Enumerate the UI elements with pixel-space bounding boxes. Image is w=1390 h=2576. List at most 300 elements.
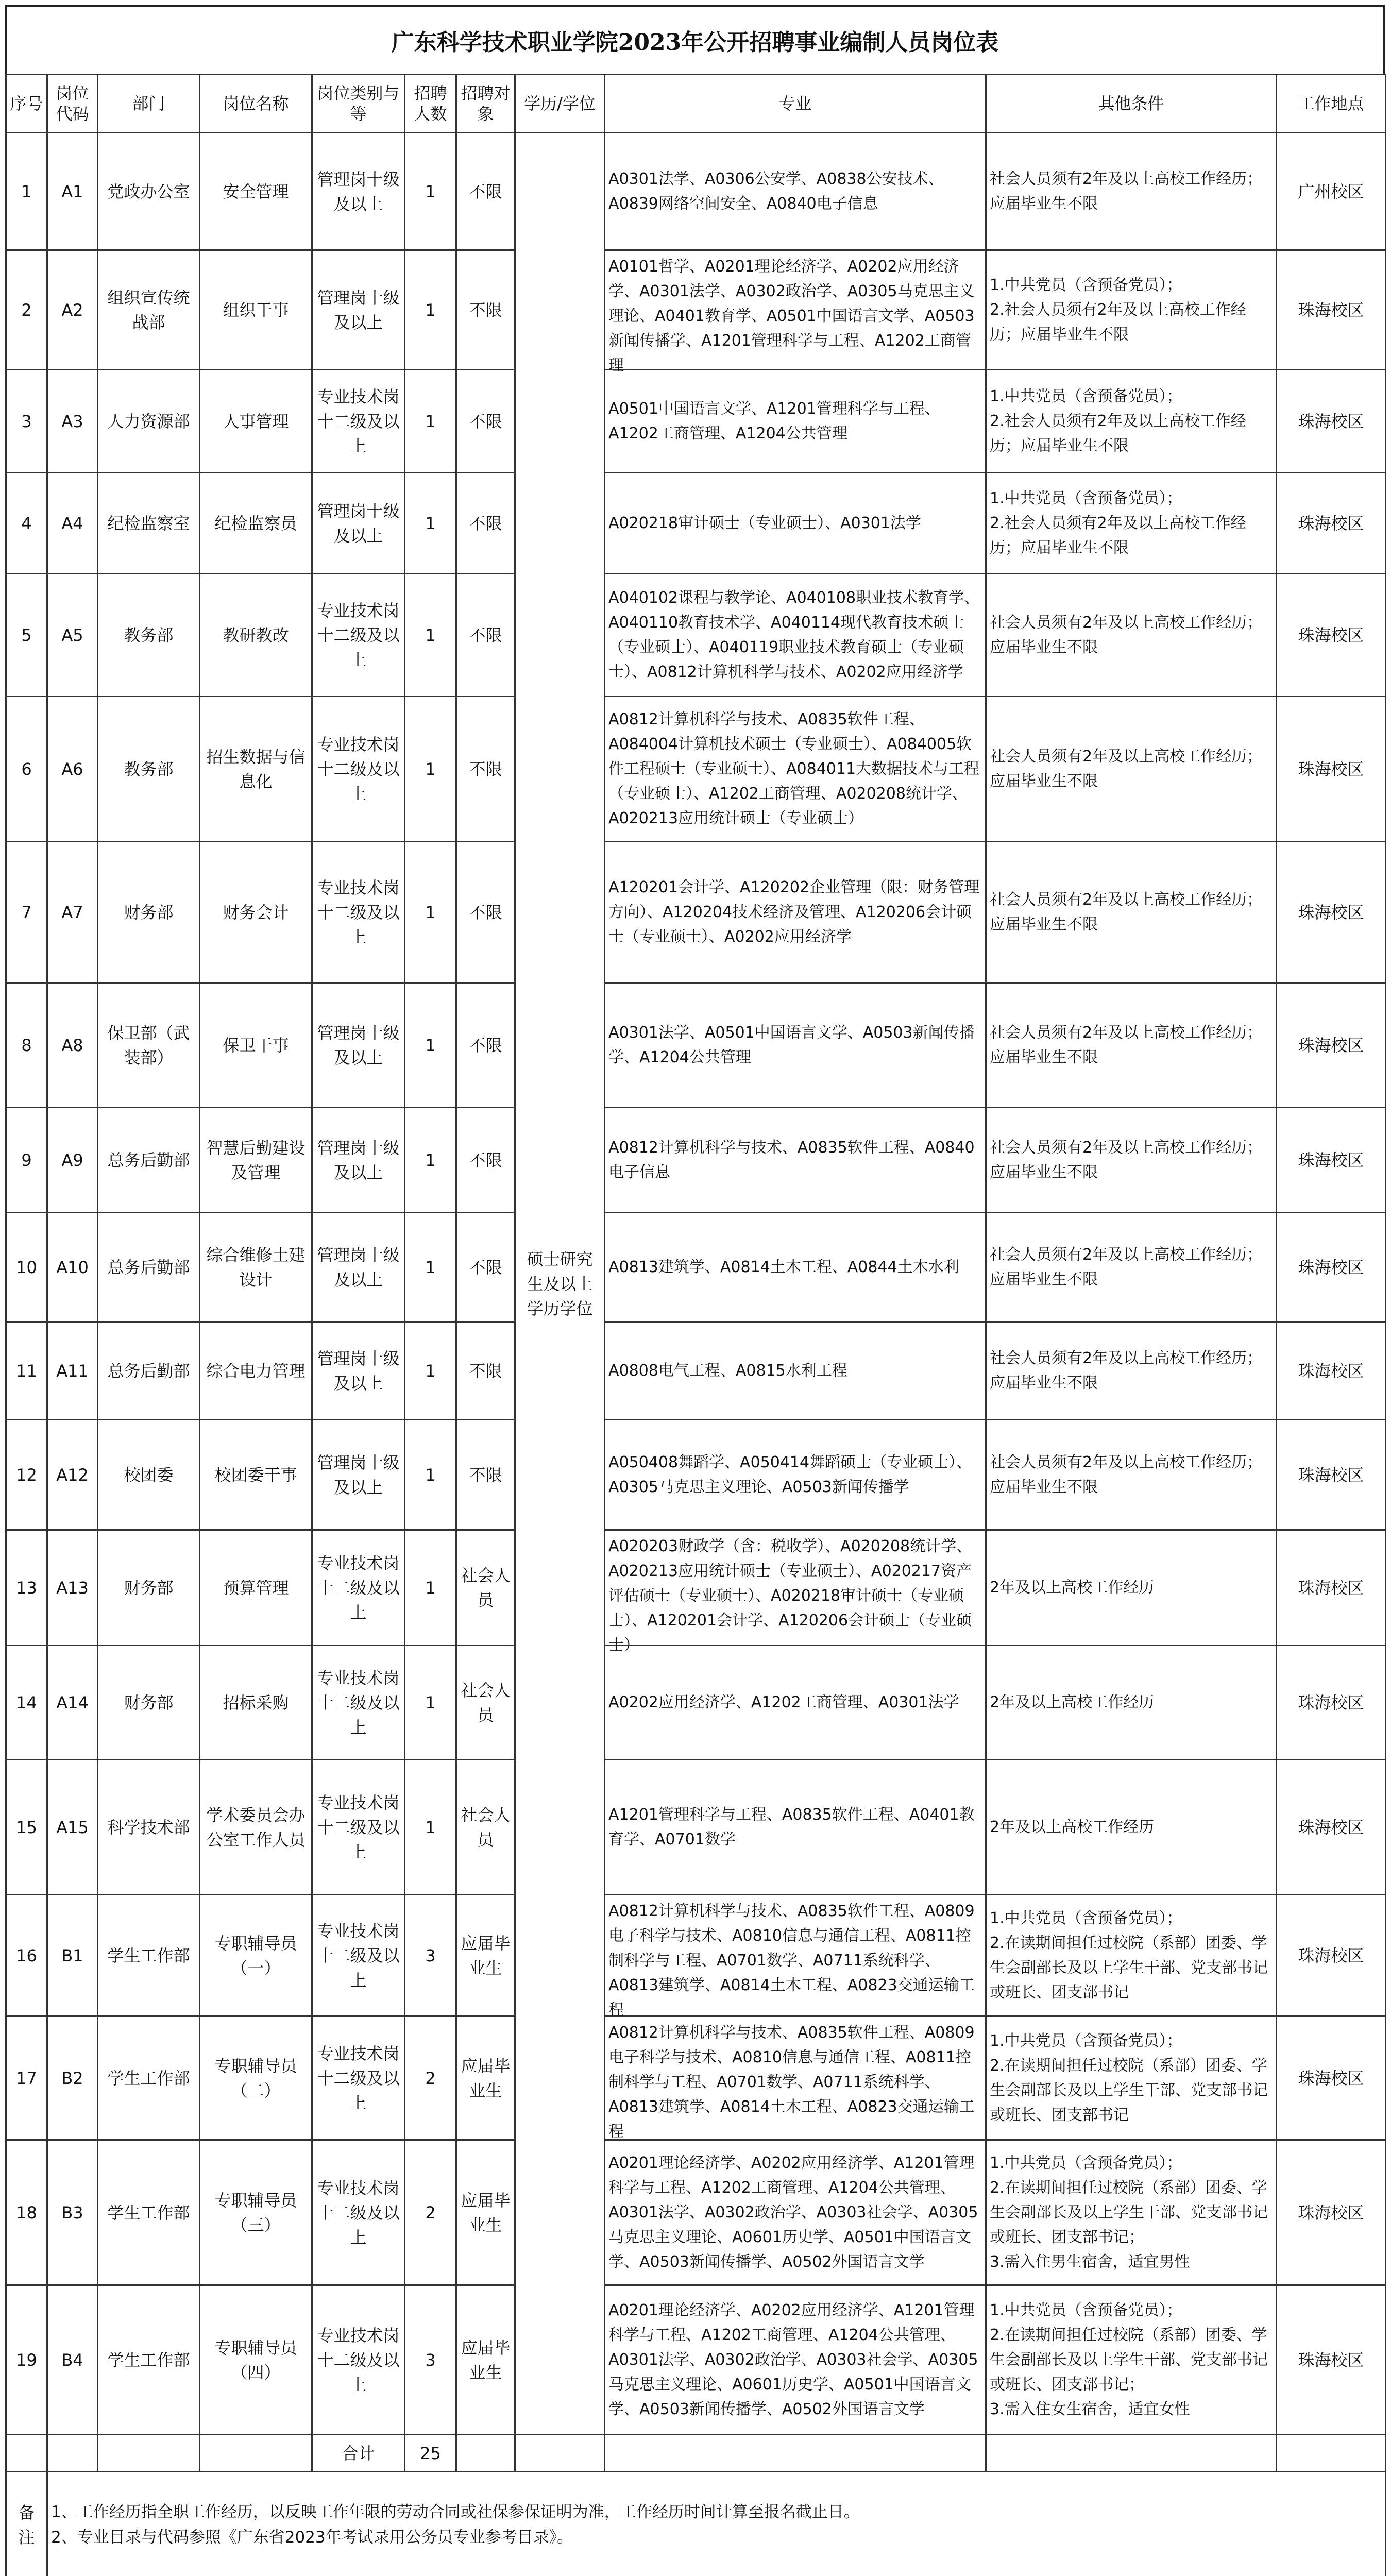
education-requirement: 硕士研究生及以上学历学位 — [515, 133, 605, 2435]
row-target-text: 应届毕业生 — [460, 2054, 511, 2103]
table-row — [6, 842, 1386, 983]
row-seq — [6, 1322, 47, 1420]
table-row — [6, 697, 1386, 842]
row-post-text: 安全管理 — [204, 179, 308, 204]
row-level — [312, 370, 405, 473]
header-loc: 工作地点 — [1277, 75, 1386, 133]
row-condition-text: 2年及以上高校工作经历 — [990, 1815, 1273, 1840]
header-level: 岗位类别与等 — [312, 75, 405, 133]
row-count — [405, 1322, 456, 1420]
row-condition-text: 社会人员须有2年及以上高校工作经历；应届毕业生不限 — [990, 167, 1273, 216]
row-seq — [6, 133, 47, 250]
row-code — [47, 983, 98, 1108]
row-level — [312, 574, 405, 697]
table-row — [6, 370, 1386, 473]
row-post-text: 专职辅导员（一） — [204, 1931, 308, 1980]
row-target — [456, 1108, 515, 1213]
row-condition — [986, 1895, 1277, 2016]
row-seq-text: 11 — [10, 1359, 43, 1383]
row-major — [605, 1322, 986, 1420]
row-dept-text: 总务后勤部 — [101, 1255, 196, 1280]
row-seq-text: 14 — [10, 1690, 43, 1715]
row-condition — [986, 473, 1277, 574]
row-major-text: A020203财政学（含：税收学）、A020208统计学、A020213应用统计硕士（专业硕士）、A020217资产评估硕士（专业硕士）、A020218审计硕士（专业硕士）、A120201会计学、A120206会计硕士（专业硕士） — [608, 1534, 982, 1641]
total-empty — [456, 2435, 515, 2472]
row-count-text: 1 — [409, 1575, 452, 1600]
row-target — [456, 842, 515, 983]
row-post-text: 组织干事 — [204, 298, 308, 323]
row-seq-text: 8 — [10, 1033, 43, 1058]
row-major — [605, 2285, 986, 2435]
row-post-text: 教研教改 — [204, 623, 308, 648]
row-code-text: B1 — [51, 1943, 94, 1968]
row-dept — [98, 1530, 200, 1646]
row-seq — [6, 697, 47, 842]
row-dept-text: 科学技术部 — [101, 1815, 196, 1840]
row-code — [47, 697, 98, 842]
row-level — [312, 133, 405, 250]
total-value: 25 — [405, 2435, 456, 2472]
row-condition — [986, 983, 1277, 1108]
row-count — [405, 2140, 456, 2285]
row-seq — [6, 842, 47, 983]
row-target — [456, 1530, 515, 1646]
row-seq-text: 3 — [10, 409, 43, 434]
row-target — [456, 697, 515, 842]
row-count — [405, 473, 456, 574]
row-count-text: 1 — [409, 623, 452, 648]
row-dept — [98, 370, 200, 473]
row-level — [312, 1760, 405, 1895]
row-code — [47, 1646, 98, 1760]
table-row — [6, 2140, 1386, 2285]
row-location — [1277, 1420, 1386, 1530]
row-target-text: 社会人员 — [460, 1678, 511, 1727]
total-empty — [200, 2435, 312, 2472]
row-major-text: A1201管理科学与工程、A0835软件工程、A0401教育学、A0701数学 — [608, 1803, 982, 1852]
header-cond: 其他条件 — [986, 75, 1277, 133]
row-code — [47, 2285, 98, 2435]
total-empty — [605, 2435, 986, 2472]
row-seq — [6, 2285, 47, 2435]
row-target — [456, 2285, 515, 2435]
row-post-text: 招标采购 — [204, 1690, 308, 1715]
row-level — [312, 2016, 405, 2140]
row-post-text: 纪检监察员 — [204, 511, 308, 536]
row-major — [605, 983, 986, 1108]
row-location — [1277, 2140, 1386, 2285]
row-dept-text: 人力资源部 — [101, 409, 196, 434]
row-location — [1277, 1213, 1386, 1322]
row-location — [1277, 983, 1386, 1108]
row-level-text: 管理岗十级及以上 — [316, 1346, 401, 1396]
row-dept-text: 总务后勤部 — [101, 1148, 196, 1173]
row-dept — [98, 250, 200, 370]
row-post — [200, 1213, 312, 1322]
row-location-text: 珠海校区 — [1280, 1690, 1382, 1715]
row-post-text: 专职辅导员（二） — [204, 2054, 308, 2103]
row-count-text: 1 — [409, 757, 452, 782]
row-level-text: 专业技术岗十二级及以上 — [316, 875, 401, 950]
row-condition-text: 1.中共党员（含预备党员）； 2.社会人员须有2年及以上高校工作经历；应届毕业生不限 — [990, 273, 1273, 347]
row-dept-text: 总务后勤部 — [101, 1359, 196, 1383]
row-level-text: 管理岗十级及以上 — [316, 285, 401, 335]
row-major-text: A0812计算机科学与技术、A0835软件工程、A0809电子科学与技术、A0810信息与通信工程、A0811控制科学与工程、A0701数学、A0711系统科学、A0813建筑学、A0814土木工程、A0823交通运输工程 — [608, 1899, 982, 2012]
row-location — [1277, 473, 1386, 574]
row-location-text: 珠海校区 — [1280, 1815, 1382, 1840]
row-code — [47, 842, 98, 983]
row-seq-text: 12 — [10, 1463, 43, 1487]
row-dept — [98, 473, 200, 574]
row-condition — [986, 1108, 1277, 1213]
table-row — [6, 133, 1386, 250]
row-code-text: B3 — [51, 2200, 94, 2225]
row-seq — [6, 250, 47, 370]
row-condition-text: 社会人员须有2年及以上高校工作经历；应届毕业生不限 — [990, 888, 1273, 937]
row-count-text: 1 — [409, 1690, 452, 1715]
row-condition-text: 社会人员须有2年及以上高校工作经历；应届毕业生不限 — [990, 744, 1273, 794]
row-code-text: B4 — [51, 2348, 94, 2372]
row-target — [456, 1646, 515, 1760]
row-condition — [986, 697, 1277, 842]
row-code-text: A9 — [51, 1148, 94, 1173]
row-code — [47, 1760, 98, 1895]
row-condition — [986, 1646, 1277, 1760]
row-level — [312, 473, 405, 574]
header-dept: 部门 — [98, 75, 200, 133]
row-code — [47, 133, 98, 250]
row-level — [312, 250, 405, 370]
row-condition — [986, 2016, 1277, 2140]
row-code-text: A15 — [51, 1815, 94, 1840]
row-target-text: 不限 — [460, 1359, 511, 1383]
row-post-text: 人事管理 — [204, 409, 308, 434]
row-location-text: 珠海校区 — [1280, 1943, 1382, 1968]
row-code-text: A1 — [51, 179, 94, 204]
row-count — [405, 697, 456, 842]
row-post-text: 财务会计 — [204, 900, 308, 925]
row-dept-text: 学生工作部 — [101, 2200, 196, 2225]
table-row — [6, 473, 1386, 574]
row-post — [200, 1760, 312, 1895]
row-major — [605, 1420, 986, 1530]
row-seq-text: 18 — [10, 2200, 43, 2225]
table-row — [6, 250, 1386, 370]
row-major — [605, 1895, 986, 2016]
row-location-text: 珠海校区 — [1280, 900, 1382, 925]
row-location-text: 珠海校区 — [1280, 757, 1382, 782]
row-location — [1277, 370, 1386, 473]
row-major-text: A0501中国语言文学、A1201管理科学与工程、A1202工商管理、A1204公共管理 — [608, 397, 982, 446]
row-count-text: 1 — [409, 1033, 452, 1058]
row-condition — [986, 1213, 1277, 1322]
row-dept — [98, 1420, 200, 1530]
row-seq-text: 5 — [10, 623, 43, 648]
row-target — [456, 133, 515, 250]
row-major-text: A0812计算机科学与技术、A0835软件工程、A084004计算机技术硕士（专业硕士）、A084005软件工程硕士（专业硕士）、A084011大数据技术与工程（专业硕士）、A1202工商管理、A020208统计学、A020213应用统计硕士（专业硕士） — [608, 707, 982, 831]
row-condition — [986, 842, 1277, 983]
row-location — [1277, 1108, 1386, 1213]
row-condition-text: 1.中共党员（含预备党员）； 2.在读期间担任过校院（系部）团委、学生会副部长及以上学生干部、党支部书记或班长、团支部书记； 3.需入住女生宿舍，适宜女性 — [990, 2298, 1273, 2422]
row-code — [47, 1213, 98, 1322]
row-condition-text: 2年及以上高校工作经历 — [990, 1575, 1273, 1600]
row-level-text: 管理岗十级及以上 — [316, 167, 401, 216]
row-post — [200, 574, 312, 697]
row-major — [605, 842, 986, 983]
row-major — [605, 1760, 986, 1895]
row-code — [47, 574, 98, 697]
total-row — [6, 2435, 1386, 2472]
row-code — [47, 2140, 98, 2285]
header-edu: 学历/学位 — [515, 75, 605, 133]
row-seq-text: 19 — [10, 2348, 43, 2372]
row-post — [200, 842, 312, 983]
row-count-text: 1 — [409, 1359, 452, 1383]
row-condition-text: 社会人员须有2年及以上高校工作经历；应届毕业生不限 — [990, 1243, 1273, 1292]
row-count-text: 1 — [409, 900, 452, 925]
row-level-text: 专业技术岗十二级及以上 — [316, 2323, 401, 2397]
row-major — [605, 370, 986, 473]
table-title: 广东科学技术职业学院2023年公开招聘事业编制人员岗位表 — [5, 5, 1385, 74]
row-seq — [6, 1108, 47, 1213]
row-condition — [986, 1420, 1277, 1530]
row-target — [456, 370, 515, 473]
row-location — [1277, 574, 1386, 697]
row-dept — [98, 1108, 200, 1213]
row-code-text: A14 — [51, 1690, 94, 1715]
row-condition — [986, 2140, 1277, 2285]
row-major-text: A0808电气工程、A0815水利工程 — [608, 1359, 982, 1383]
row-code-text: A2 — [51, 298, 94, 323]
note-line-1: 1、工作经历指全职工作经历，以反映工作年限的劳动合同或社保参保证明为准，工作经历时间计算至报名截止日。 — [51, 2500, 1382, 2524]
row-count-text: 2 — [409, 2200, 452, 2225]
row-post — [200, 250, 312, 370]
row-level-text: 专业技术岗十二级及以上 — [316, 384, 401, 459]
row-post — [200, 1322, 312, 1420]
row-location — [1277, 1322, 1386, 1420]
row-condition — [986, 250, 1277, 370]
row-major — [605, 1213, 986, 1322]
row-level-text: 管理岗十级及以上 — [316, 1136, 401, 1185]
row-target-text: 不限 — [460, 900, 511, 925]
row-target-text: 不限 — [460, 623, 511, 648]
row-location-text: 珠海校区 — [1280, 1255, 1382, 1280]
row-target — [456, 1895, 515, 2016]
row-post-text: 专职辅导员（四） — [204, 2335, 308, 2385]
total-empty — [47, 2435, 98, 2472]
row-target — [456, 473, 515, 574]
table-row — [6, 1322, 1386, 1420]
row-major-text: A120201会计学、A120202企业管理（限：财务管理方向）、A120204技术经济及管理、A120206会计硕士（专业硕士）、A0202应用经济学 — [608, 875, 982, 950]
row-major — [605, 250, 986, 370]
row-dept — [98, 842, 200, 983]
row-level-text: 专业技术岗十二级及以上 — [316, 2041, 401, 2115]
row-post-text: 校团委干事 — [204, 1463, 308, 1487]
row-count-text: 1 — [409, 179, 452, 204]
table-row — [6, 2285, 1386, 2435]
row-major-text: A040102课程与教学论、A040108职业技术教育学、A040110教育技术学、A040114现代教育技术硕士（专业硕士）、A040119职业技术教育硕士（专业硕士）、A0812计算机科学与技术、A0202应用经济学 — [608, 586, 982, 685]
row-level — [312, 1420, 405, 1530]
row-count-text: 3 — [409, 2348, 452, 2372]
row-location-text: 珠海校区 — [1280, 298, 1382, 323]
row-dept — [98, 1213, 200, 1322]
table-row — [6, 1646, 1386, 1760]
row-condition — [986, 2285, 1277, 2435]
row-seq-text: 17 — [10, 2066, 43, 2091]
row-seq-text: 2 — [10, 298, 43, 323]
total-empty — [1277, 2435, 1386, 2472]
row-dept-text: 财务部 — [101, 1575, 196, 1600]
total-empty — [515, 2435, 605, 2472]
row-target-text: 不限 — [460, 298, 511, 323]
header-seq: 序号 — [6, 75, 47, 133]
row-location — [1277, 842, 1386, 983]
header-target: 招聘对象 — [456, 75, 515, 133]
row-dept-text: 保卫部（武装部） — [101, 1021, 196, 1070]
row-dept-text: 学生工作部 — [101, 1943, 196, 1968]
row-count — [405, 574, 456, 697]
row-dept-text: 教务部 — [101, 757, 196, 782]
row-seq — [6, 1760, 47, 1895]
total-empty — [986, 2435, 1277, 2472]
table-row — [6, 2016, 1386, 2140]
row-dept-text: 学生工作部 — [101, 2066, 196, 2091]
row-location — [1277, 1760, 1386, 1895]
row-post — [200, 1530, 312, 1646]
row-level-text: 专业技术岗十二级及以上 — [316, 2176, 401, 2250]
row-seq-text: 6 — [10, 757, 43, 782]
row-major — [605, 1530, 986, 1646]
row-dept-text: 教务部 — [101, 623, 196, 648]
row-seq-text: 4 — [10, 511, 43, 536]
row-location — [1277, 133, 1386, 250]
row-post-text: 学术委员会办公室工作人员 — [204, 1803, 308, 1852]
row-target-text: 不限 — [460, 179, 511, 204]
row-condition-text: 1.中共党员（含预备党员）； 2.在读期间担任过校院（系部）团委、学生会副部长及以上学生干部、党支部书记或班长、团支部书记； 3.需入住男生宿舍，适宜男性 — [990, 2151, 1273, 2275]
row-condition-text: 1.中共党员（含预备党员）； 2.在读期间担任过校院（系部）团委、学生会副部长及以上学生干部、党支部书记或班长、团支部书记 — [990, 2029, 1273, 2128]
row-seq — [6, 1646, 47, 1760]
row-code-text: A13 — [51, 1575, 94, 1600]
row-code — [47, 1108, 98, 1213]
row-count-text: 1 — [409, 1815, 452, 1840]
row-count-text: 2 — [409, 2066, 452, 2091]
row-count — [405, 1760, 456, 1895]
row-count-text: 1 — [409, 1255, 452, 1280]
row-code-text: B2 — [51, 2066, 94, 2091]
row-code-text: A11 — [51, 1359, 94, 1383]
row-level-text: 管理岗十级及以上 — [316, 1021, 401, 1070]
row-major-text: A0813建筑学、A0814土木工程、A0844土木水利 — [608, 1255, 982, 1280]
row-target-text: 不限 — [460, 511, 511, 536]
row-target — [456, 574, 515, 697]
row-count — [405, 842, 456, 983]
row-target — [456, 1322, 515, 1420]
total-empty — [98, 2435, 200, 2472]
row-count — [405, 1530, 456, 1646]
row-target — [456, 250, 515, 370]
row-target — [456, 1420, 515, 1530]
row-major-text: A0201理论经济学、A0202应用经济学、A1201管理科学与工程、A1202工商管理、A1204公共管理、A0301法学、A0302政治学、A0303社会学、A0305马克思主义理论、A0601历史学、A0501中国语言文学、A0503新闻传播学、A0502外国语言文学 — [608, 2151, 982, 2275]
row-seq — [6, 2016, 47, 2140]
row-level — [312, 1646, 405, 1760]
row-count — [405, 1420, 456, 1530]
position-table — [5, 74, 1386, 2576]
row-major — [605, 2016, 986, 2140]
row-major-text: A0812计算机科学与技术、A0835软件工程、A0809电子科学与技术、A0810信息与通信工程、A0811控制科学与工程、A0701数学、A0711系统科学、A0813建筑学、A0814土木工程、A0823交通运输工程 — [608, 2021, 982, 2136]
row-level-text: 管理岗十级及以上 — [316, 499, 401, 548]
row-code — [47, 1420, 98, 1530]
row-major-text: A0202应用经济学、A1202工商管理、A0301法学 — [608, 1690, 982, 1715]
row-target-text: 应届毕业生 — [460, 1931, 511, 1980]
row-condition-text: 社会人员须有2年及以上高校工作经历；应届毕业生不限 — [990, 1346, 1273, 1396]
row-seq — [6, 2140, 47, 2285]
row-dept — [98, 1895, 200, 2016]
row-post-text: 智慧后勤建设及管理 — [204, 1136, 308, 1185]
row-post — [200, 473, 312, 574]
note-line-2: 2、专业目录与代码参照《广东省2023年考试录用公务员专业参考目录》。 — [51, 2525, 1382, 2550]
row-code — [47, 250, 98, 370]
row-post — [200, 1420, 312, 1530]
row-location — [1277, 1646, 1386, 1760]
row-major-text: A0301法学、A0306公安学、A0838公安技术、A0839网络空间安全、A0840电子信息 — [608, 167, 982, 216]
row-code-text: A4 — [51, 511, 94, 536]
row-level-text: 专业技术岗十二级及以上 — [316, 732, 401, 806]
row-dept — [98, 697, 200, 842]
row-location-text: 珠海校区 — [1280, 1148, 1382, 1173]
row-code-text: A8 — [51, 1033, 94, 1058]
row-count — [405, 2016, 456, 2140]
row-post — [200, 133, 312, 250]
row-location — [1277, 1530, 1386, 1646]
row-condition-text: 社会人员须有2年及以上高校工作经历；应届毕业生不限 — [990, 1450, 1273, 1500]
row-count — [405, 1895, 456, 2016]
row-location-text: 珠海校区 — [1280, 1575, 1382, 1600]
row-target-text: 不限 — [460, 1463, 511, 1487]
row-dept-text: 党政办公室 — [101, 179, 196, 204]
position-table-container — [5, 5, 1385, 2576]
row-target — [456, 2140, 515, 2285]
row-target — [456, 1760, 515, 1895]
row-major-text: A020218审计硕士（专业硕士）、A0301法学 — [608, 511, 982, 536]
row-code-text: A6 — [51, 757, 94, 782]
row-dept-text: 校团委 — [101, 1463, 196, 1487]
row-count — [405, 1213, 456, 1322]
row-seq — [6, 370, 47, 473]
row-location-text: 珠海校区 — [1280, 1463, 1382, 1487]
row-post-text: 综合电力管理 — [204, 1359, 308, 1383]
header-post: 岗位名称 — [200, 75, 312, 133]
row-target-text: 不限 — [460, 1255, 511, 1280]
row-post-text: 保卫干事 — [204, 1033, 308, 1058]
row-seq — [6, 1530, 47, 1646]
row-major-text: A0301法学、A0501中国语言文学、A0503新闻传播学、A1204公共管理 — [608, 1021, 982, 1070]
row-location-text: 珠海校区 — [1280, 623, 1382, 648]
row-count — [405, 983, 456, 1108]
total-label: 合计 — [312, 2435, 405, 2472]
row-condition-text: 社会人员须有2年及以上高校工作经历；应届毕业生不限 — [990, 1136, 1273, 1185]
row-dept-text: 学生工作部 — [101, 2348, 196, 2372]
row-location-text: 珠海校区 — [1280, 2066, 1382, 2091]
row-level — [312, 1213, 405, 1322]
row-target — [456, 2016, 515, 2140]
row-major — [605, 1646, 986, 1760]
row-level — [312, 983, 405, 1108]
row-count — [405, 1108, 456, 1213]
row-major — [605, 1108, 986, 1213]
row-seq-text: 15 — [10, 1815, 43, 1840]
row-count — [405, 1646, 456, 1760]
row-post-text: 招生数据与信息化 — [204, 744, 308, 794]
